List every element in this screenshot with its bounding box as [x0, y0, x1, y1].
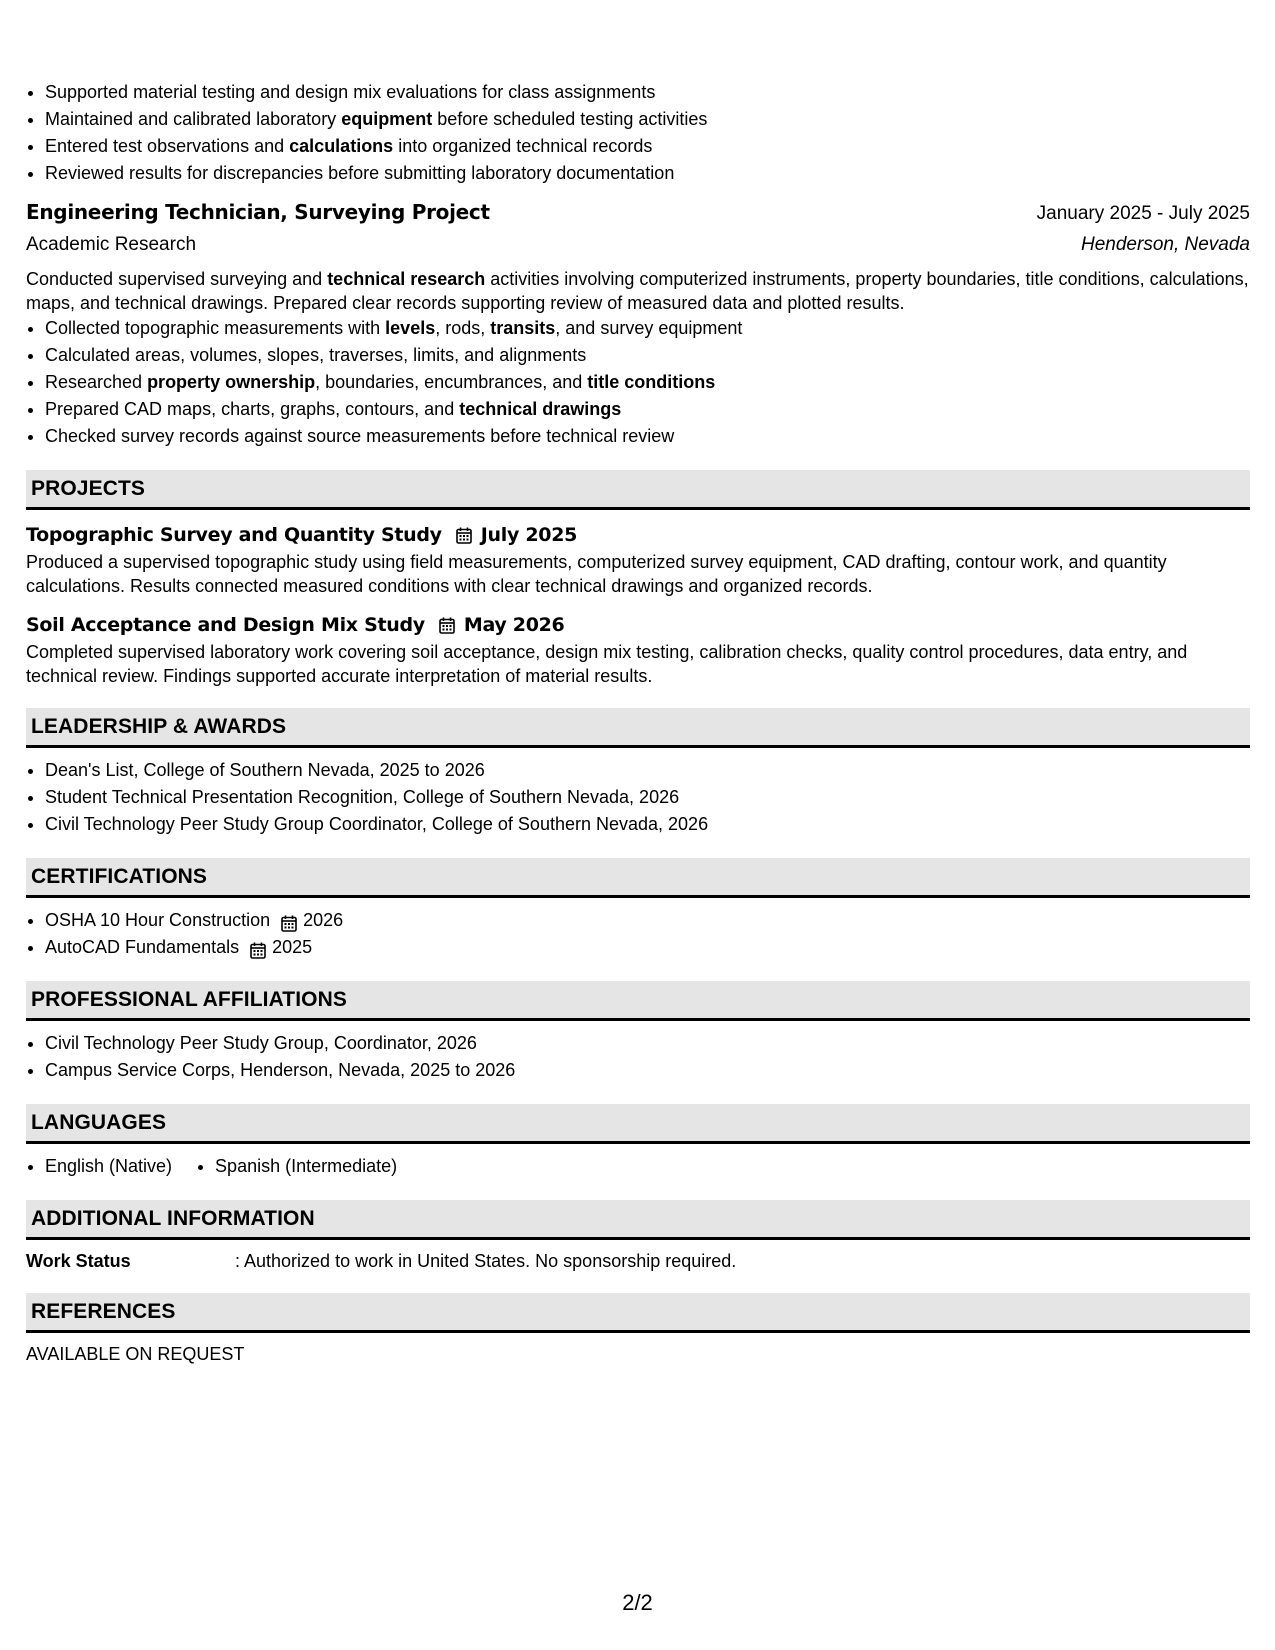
work-status-value: : Authorized to work in United States. No sponsorship required.	[235, 1251, 737, 1271]
list-item: • Entered test observations and calculations into organized technical records	[45, 133, 1250, 160]
section-header-languages	[26, 1104, 1250, 1144]
list-item: • Campus Service Corps, Henderson, Nevada, 2025 to 2026	[45, 1057, 1250, 1084]
project-header	[26, 610, 1250, 640]
page-number: 2/2	[622, 1590, 653, 1615]
section-title: PROJECTS	[31, 476, 145, 500]
job-bullets	[26, 315, 1250, 450]
references-text: AVAILABLE ON REQUEST	[26, 1344, 245, 1364]
resume-page	[26, 0, 1250, 1366]
list-item: • Civil Technology Peer Study Group Coordinator, College of Southern Nevada, 2026	[45, 811, 1250, 838]
section-header-references	[26, 1293, 1250, 1333]
section-header-leadership	[26, 708, 1250, 748]
job-location: Henderson, Nevada	[1081, 234, 1250, 255]
section-title: LEADERSHIP & AWARDS	[31, 714, 287, 738]
section-header-affiliations	[26, 981, 1250, 1021]
language-item: • Spanish (Intermediate)	[215, 1153, 397, 1180]
certifications-list	[26, 907, 1250, 961]
section-header-additional	[26, 1200, 1250, 1240]
job-organization: Academic Research	[26, 234, 197, 255]
certification-year: 2026	[303, 910, 344, 930]
affiliations-list	[26, 1030, 1250, 1084]
project-date: May 2026	[463, 614, 565, 636]
calendar-icon	[456, 527, 472, 544]
list-item	[45, 934, 1250, 961]
list-item: • Collected topographic measurements with levels, rods, transits, and survey equipment	[45, 315, 1250, 342]
list-item: • Supported material testing and design mix evaluations for class assignments	[45, 79, 1250, 106]
list-item: • Researched property ownership, boundaries, encumbrances, and title conditions	[45, 369, 1250, 396]
calendar-icon	[439, 617, 455, 634]
project-description: Produced a supervised topographic study using field measurements, computerized survey equipment, CAD drafting, contour work, and quantity calculations. Results connected measured conditions with clear technical drawings and organized records.	[26, 552, 1167, 596]
project-date: July 2025	[480, 524, 578, 546]
list-item: • Dean's List, College of Southern Nevada, 2025 to 2026	[45, 757, 1250, 784]
calendar-icon	[281, 913, 297, 930]
project-name: Soil Acceptance and Design Mix Study	[26, 614, 425, 636]
previous-job-bullets	[26, 79, 1250, 187]
calendar-icon	[250, 940, 266, 957]
work-status-label: Work Status	[26, 1251, 131, 1271]
section-title: ADDITIONAL INFORMATION	[31, 1206, 315, 1230]
project-name: Topographic Survey and Quantity Study	[26, 524, 442, 546]
certification-name: AutoCAD Fundamentals	[45, 937, 240, 957]
list-item: • Maintained and calibrated laboratory equipment before scheduled testing activities	[45, 106, 1250, 133]
languages-list	[26, 1153, 1250, 1180]
job-dates: January 2025 - July 2025	[1036, 203, 1250, 224]
list-item: • Civil Technology Peer Study Group, Coordinator, 2026	[45, 1030, 1250, 1057]
list-item: • Reviewed results for discrepancies before submitting laboratory documentation	[45, 160, 1250, 187]
list-item	[45, 907, 1250, 934]
work-status-row	[26, 1249, 1250, 1273]
list-item: • Calculated areas, volumes, slopes, traverses, limits, and alignments	[45, 342, 1250, 369]
list-item: • Prepared CAD maps, charts, graphs, contours, and technical drawings	[45, 396, 1250, 423]
section-title: CERTIFICATIONS	[31, 864, 208, 888]
section-title: LANGUAGES	[31, 1110, 167, 1134]
job-subheader	[26, 229, 1250, 261]
project-header	[26, 520, 1250, 550]
list-item: • Student Technical Presentation Recognition, College of Southern Nevada, 2026	[45, 784, 1250, 811]
certification-year: 2025	[272, 937, 313, 957]
job-summary: Conducted supervised surveying and technical research activities involving computerized instruments, property boundaries, title conditions, calculations, maps, and technical drawings. Prepared clear records supporting review of measured data and plotted results.	[26, 269, 1249, 313]
section-title: REFERENCES	[31, 1299, 176, 1323]
certification-name: OSHA 10 Hour Construction	[45, 910, 271, 930]
section-header-certifications	[26, 858, 1250, 898]
section-header-projects	[26, 470, 1250, 510]
project-description: Completed supervised laboratory work covering soil acceptance, design mix testing, calibration checks, quality control procedures, data entry, and technical review. Findings supported accurate interpretation of material results.	[26, 642, 1188, 686]
language-item: • English (Native)	[45, 1153, 172, 1180]
section-title: PROFESSIONAL AFFILIATIONS	[31, 987, 347, 1011]
leadership-list	[26, 757, 1250, 838]
job-title: Engineering Technician, Surveying Project	[26, 200, 490, 224]
list-item: • Checked survey records against source measurements before technical review	[45, 423, 1250, 450]
job-header	[26, 197, 1250, 229]
